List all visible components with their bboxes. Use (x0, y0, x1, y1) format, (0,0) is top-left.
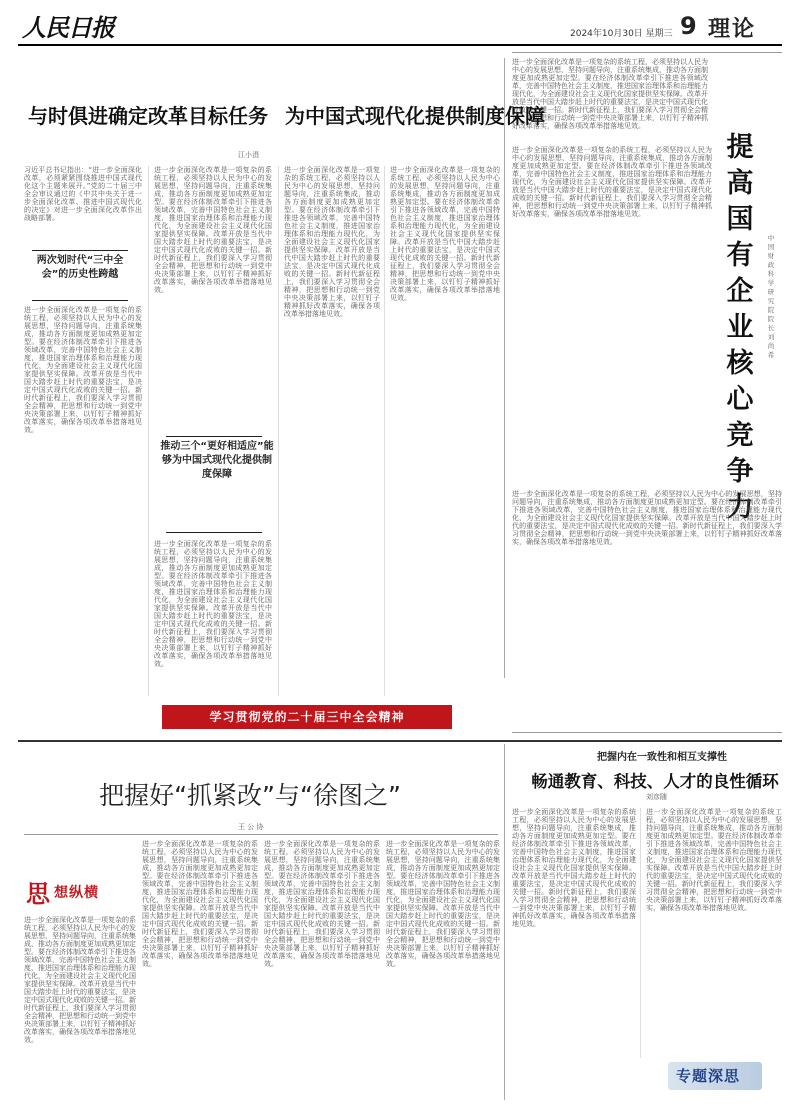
right-lower-kicker: 把握内在一致性和相互支撑性 (597, 752, 727, 763)
right-lower-col-2: 进一步全面深化改革是一项复杂的系统工程，必须坚持以人民为中心的发展思想，坚持问题导向，注重系统集成，推动各方面制度更加成熟更加定型。要在经济体制改革牵引下推进各领域改革，完善中国特色社会主义制度，推进国家治理体系和治理能力现代化，为全面建设社会主义现代化国家提供坚实保障。改革开放是当代中国大踏步赶上时代的重要法宝，是决定中国式现代化成败的关键一招。新时代新征程上，我们要深入学习贯彻全会精神，把思想和行动统一到党中央决策部署上来，以钉钉子精神抓好改革落实，确保各项改革举措落地见效。 (646, 808, 782, 912)
right-article-title: 提高国有企业核心竞争力 (726, 132, 754, 523)
column-divider (504, 58, 505, 678)
section-name: 理论 (708, 17, 757, 42)
subhead-bar (32, 250, 128, 251)
right-lower-author: 刘彦随 (646, 793, 667, 801)
right-article-col-1: 进一步全面深化改革是一项复杂的系统工程，必须坚持以人民为中心的发展思想，坚持问题导向，注重系统集成，推动各方面制度更加成熟更加定型。要在经济体制改革牵引下推进各领域改革，完善中国特色社会主义制度，推进国家治理体系和治理能力现代化，为全面建设社会主义现代化国家提供坚实保障。改革开放是当代中国大踏步赶上时代的重要法宝，是决定中国式现代化成败的关键一招。新时代新征程上，我们要深入学习贯彻全会精神，把思想和行动统一到党中央决策部署上来，以钉钉子精神抓好改革落实，确保各项改革举措落地见效。 (512, 146, 712, 218)
rule-mid (18, 740, 782, 742)
right-lower-col-1: 进一步全面深化改革是一项复杂的系统工程，必须坚持以人民为中心的发展思想，坚持问题导向，注重系统集成，推动各方面制度更加成熟更加定型。要在经济体制改革牵引下推进各领域改革，完善中国特色社会主义制度，推进国家治理体系和治理能力现代化，为全面建设社会主义现代化国家提供坚实保障。改革开放是当代中国大踏步赶上时代的重要法宝，是决定中国式现代化成败的关键一招。新时代新征程上，我们要深入学习贯彻全会精神，把思想和行动统一到党中央决策部署上来，以钉钉子精神抓好改革落实，确保各项改革举措落地见效。 (512, 808, 636, 928)
main-article-author: 江小涓 (238, 151, 259, 159)
bottom-article-col-1: 进一步全面深化改革是一项复杂的系统工程，必须坚持以人民为中心的发展思想，坚持问题导向，注重系统集成，推动各方面制度更加成熟更加定型。要在经济体制改革牵引下推进各领域改革，完善中国特色社会主义制度，推进国家治理体系和治理能力现代化，为全面建设社会主义现代化国家提供坚实保障。改革开放是当代中国大踏步赶上时代的重要法宝，是决定中国式现代化成败的关键一招。新时代新征程上，我们要深入学习贯彻全会精神，把思想和行动统一到党中央决策部署上来，以钉钉子精神抓好改革落实，确保各项改革举措落地见效。 (24, 916, 136, 1044)
right-article-col-2: 进一步全面深化改革是一项复杂的系统工程，必须坚持以人民为中心的发展思想，坚持问题导向，注重系统集成，推动各方面制度更加成熟更加定型。要在经济体制改革牵引下推进各领域改革，完善中国特色社会主义制度，推进国家治理体系和治理能力现代化，为全面建设社会主义现代化国家提供坚实保障。改革开放是当代中国大踏步赶上时代的重要法宝，是决定中国式现代化成败的关键一招。新时代新征程上，我们要深入学习贯彻全会精神，把思想和行动统一到党中央决策部署上来，以钉钉子精神抓好改革落实，确保各项改革举措落地见效。 (512, 490, 782, 546)
main-article-title: 与时俱进确定改革目标任务 为中国式现代化提供制度保障 (28, 104, 545, 128)
main-article-col-2: 进一步全面深化改革是一项复杂的系统工程，必须坚持以人民为中心的发展思想，坚持问题导向，注重系统集成，推动各方面制度更加成熟更加定型。要在经济体制改革牵引下推进各领域改革，完善中国特色社会主义制度，推进国家治理体系和治理能力现代化，为全面建设社会主义现代化国家提供坚实保障。改革开放是当代中国大踏步赶上时代的重要法宝，是决定中国式现代化成败的关键一招。新时代新征程上，我们要深入学习贯彻全会精神，把思想和行动统一到党中央决策部署上来，以钉钉子精神抓好改革落实，确保各项改革举措落地见效。 (154, 166, 272, 294)
rule-bottom-head (24, 834, 498, 835)
main-article-intro: 习近平总书记指出：“进一步全面深化改革，必须紧紧围绕推进中国式现代化这个主题来展开。”党的二十届三中全会审议通过的《中共中央关于进一步全面深化改革、推进中国式现代化的决定》对进一步全面深化改革作出战略部署。 (24, 166, 142, 222)
newspaper-logo: 人民日报 (22, 13, 114, 42)
subhead-bar (166, 436, 262, 437)
column-logo-name: 想纵横 (54, 885, 99, 901)
column-divider (384, 166, 385, 696)
bottom-article-col-4: 进一步全面深化改革是一项复杂的系统工程，必须坚持以人民为中心的发展思想，坚持问题导向，注重系统集成，推动各方面制度更加成熟更加定型。要在经济体制改革牵引下推进各领域改革，完善中国特色社会主义制度，推进国家治理体系和治理能力现代化，为全面建设社会主义现代化国家提供坚实保障。改革开放是当代中国大踏步赶上时代的重要法宝，是决定中国式现代化成败的关键一招。新时代新征程上，我们要深入学习贯彻全会精神，把思想和行动统一到党中央决策部署上来，以钉钉子精神抓好改革落实，确保各项改革举措落地见效。 (386, 840, 500, 968)
rule-right-mid (512, 732, 782, 733)
right-lower-title: 畅通教育、科技、人才的良性循环 (531, 772, 779, 791)
bottom-article-col-2: 进一步全面深化改革是一项复杂的系统工程，必须坚持以人民为中心的发展思想，坚持问题导向，注重系统集成，推动各方面制度更加成熟更加定型。要在经济体制改革牵引下推进各领域改革，完善中国特色社会主义制度，推进国家治理体系和治理能力现代化，为全面建设社会主义现代化国家提供坚实保障。改革开放是当代中国大踏步赶上时代的重要法宝，是决定中国式现代化成败的关键一招。新时代新征程上，我们要深入学习贯彻全会精神，把思想和行动统一到党中央决策部署上来，以钉钉子精神抓好改革落实，确保各项改革举措落地见效。 (142, 840, 258, 968)
column-divider (504, 744, 505, 1100)
main-article-col-3: 进一步全面深化改革是一项复杂的系统工程，必须坚持以人民为中心的发展思想，坚持问题导向，注重系统集成，推动各方面制度更加成熟更加定型。要在经济体制改革牵引下推进各领域改革，完善中国特色社会主义制度，推进国家治理体系和治理能力现代化，为全面建设社会主义现代化国家提供坚实保障。改革开放是当代中国大踏步赶上时代的重要法宝，是决定中国式现代化成败的关键一招。新时代新征程上，我们要深入学习贯彻全会精神，把思想和行动统一到党中央决策部署上来，以钉钉子精神抓好改革落实，确保各项改革举措落地见效。 (284, 166, 380, 318)
main-article-col-2b: 进一步全面深化改革是一项复杂的系统工程，必须坚持以人民为中心的发展思想，坚持问题导向，注重系统集成，推动各方面制度更加成熟更加定型。要在经济体制改革牵引下推进各领域改革，完善中国特色社会主义制度，推进国家治理体系和治理能力现代化，为全面建设社会主义现代化国家提供坚实保障。改革开放是当代中国大踏步赶上时代的重要法宝，是决定中国式现代化成败的关键一招。新时代新征程上，我们要深入学习贯彻全会精神，把思想和行动统一到党中央决策部署上来，以钉钉子精神抓好改革落实，确保各项改革举措落地见效。 (154, 540, 272, 668)
main-subhead-2: 推动三个“更好相适应”能够为中国式现代化提供制度保障 (160, 441, 274, 480)
main-article-col-1: 进一步全面深化改革是一项复杂的系统工程，必须坚持以人民为中心的发展思想，坚持问题导向，注重系统集成，推动各方面制度更加成熟更加定型。要在经济体制改革牵引下推进各领域改革，完善中国特色社会主义制度，推进国家治理体系和治理能力现代化，为全面建设社会主义现代化国家提供坚实保障。改革开放是当代中国大踏步赶上时代的重要法宝，是决定中国式现代化成败的关键一招。新时代新征程上，我们要深入学习贯彻全会精神，把思想和行动统一到党中央决策部署上来，以钉钉子精神抓好改革落实，确保各项改革举措落地见效。 (24, 306, 142, 434)
column-logo (22, 872, 128, 906)
right-article-author: 中国财政科学研究院院长 刘尚希 (767, 234, 775, 359)
column-divider (148, 166, 149, 696)
masthead (18, 6, 782, 46)
right-article-text-top: 进一步全面深化改革是一项复杂的系统工程，必须坚持以人民为中心的发展思想，坚持问题导向，注重系统集成，推动各方面制度更加成熟更加定型。要在经济体制改革牵引下推进各领域改革，完善中国特色社会主义制度，推进国家治理体系和治理能力现代化，为全面建设社会主义现代化国家提供坚实保障。改革开放是当代中国大踏步赶上时代的重要法宝，是决定中国式现代化成败的关键一招。新时代新征程上，我们要深入学习贯彻全会精神，把思想和行动统一到党中央决策部署上来，以钉钉子精神抓好改革落实，确保各项改革举措落地见效。 (512, 58, 708, 130)
subhead-bar (166, 532, 262, 533)
column-divider (640, 808, 641, 1058)
topic-badge-label: 专题深思 (676, 1067, 741, 1085)
page-number: 9 (680, 12, 697, 40)
bottom-article-author: 王 公 协 (238, 823, 264, 831)
bottom-article-col-3: 进一步全面深化改革是一项复杂的系统工程，必须坚持以人民为中心的发展思想，坚持问题导向，注重系统集成，推动各方面制度更加成熟更加定型。要在经济体制改革牵引下推进各领域改革，完善中国特色社会主义制度，推进国家治理体系和治理能力现代化，为全面建设社会主义现代化国家提供坚实保障。改革开放是当代中国大踏步赶上时代的重要法宝，是决定中国式现代化成败的关键一招。新时代新征程上，我们要深入学习贯彻全会精神，把思想和行动统一到党中央决策部署上来，以钉钉子精神抓好改革落实，确保各项改革举措落地见效。 (264, 840, 380, 968)
main-subhead-1: 两次划时代“三中全会”的历史性跨越 (36, 255, 124, 280)
bottom-article-title: 把握好“抓紧改”与“徐图之” (99, 781, 401, 810)
issue-date: 2024年10月30日 星期三 (570, 29, 673, 39)
column-divider (278, 166, 279, 696)
main-article-col-4: 进一步全面深化改革是一项复杂的系统工程，必须坚持以人民为中心的发展思想，坚持问题导向，注重系统集成，推动各方面制度更加成熟更加定型。要在经济体制改革牵引下推进各领域改革，完善中国特色社会主义制度，推进国家治理体系和治理能力现代化，为全面建设社会主义现代化国家提供坚实保障。改革开放是当代中国大踏步赶上时代的重要法宝，是决定中国式现代化成败的关键一招。新时代新征程上，我们要深入学习贯彻全会精神，把思想和行动统一到党中央决策部署上来，以钉钉子精神抓好改革落实，确保各项改革举措落地见效。 (390, 166, 500, 302)
topic-badge (668, 1062, 762, 1090)
column-logo-mark: 思 (26, 879, 50, 908)
subhead-bar (32, 300, 128, 301)
rule-right-top (512, 52, 782, 53)
section-banner: 学习贯彻党的二十届三中全会精神 (162, 705, 452, 729)
